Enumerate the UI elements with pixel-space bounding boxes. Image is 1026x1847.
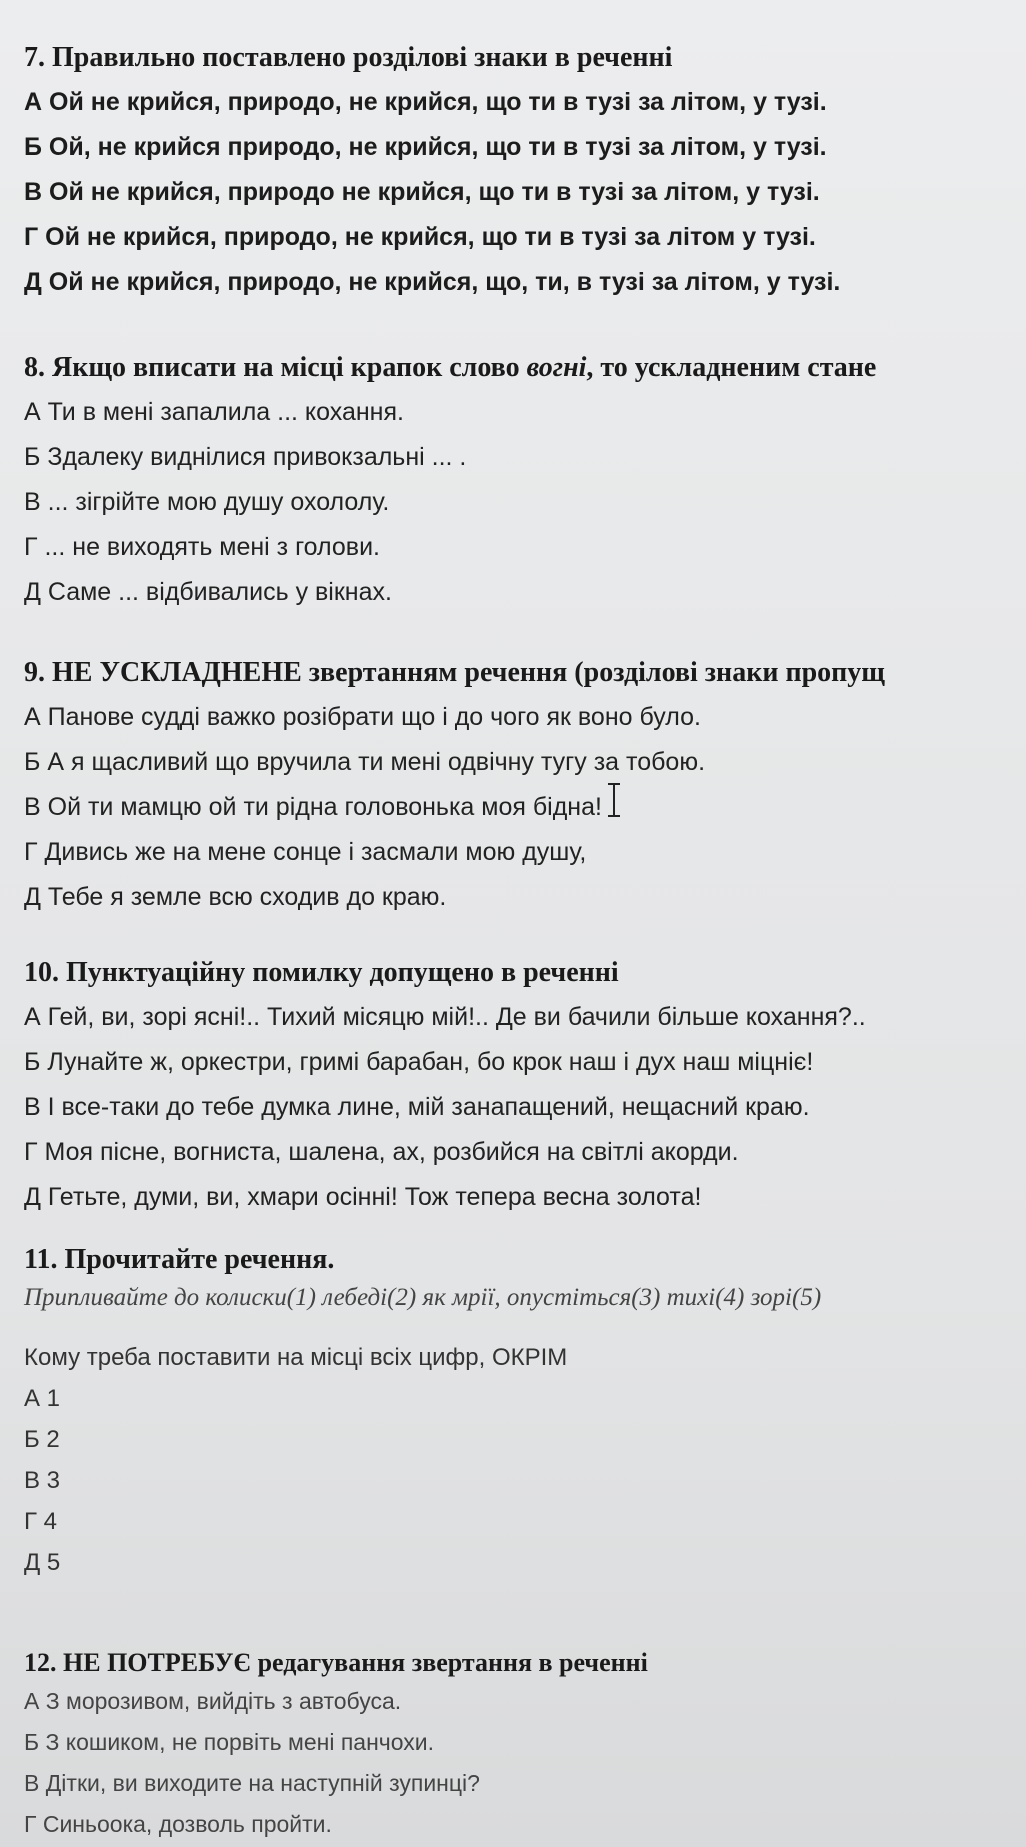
question-10-option-a: А Гей, ви, зорі ясні!.. Тихий місяцю мій!.. Де ви бачили більше кохання?.. <box>24 1003 866 1031</box>
question-9-option-a: А Панове судді важко розібрати що і до чого як воно було. <box>24 703 701 731</box>
question-7-option-e: Д Ой не крийся, природо, не крийся, що, ти, в тузі за літом, у тузі. <box>24 268 841 296</box>
question-11-option-e: Д 5 <box>24 1549 61 1576</box>
question-9-option-d: Г Дивись же на мене сонце і засмали мою душу, <box>24 838 587 866</box>
question-7-option-c: В Ой не крийся, природо не крийся, що ти в тузі за літом, у тузі. <box>24 178 820 206</box>
question-12-option-a: А З морозивом, вийдіть з автобуса. <box>24 1688 402 1714</box>
question-10-option-c: В І все-таки до тебе думка лине, мій занапащений, нещасний краю. <box>24 1093 810 1121</box>
question-10 <box>24 955 1026 1220</box>
question-8-option-d: Г ... не виходять мені з голови. <box>24 533 380 561</box>
question-9-option-c: В Ой ти мамцю ой ти рідна головонька моя бідна! <box>24 793 602 821</box>
question-8 <box>24 350 1026 615</box>
question-12-title: 12. НЕ ПОТРЕБУЄ редагування звертання в реченні <box>24 1648 648 1677</box>
question-7-title: 7. Правильно поставлено розділові знаки в реченні <box>24 42 673 73</box>
question-8-option-a: А Ти в мені запалила ... кохання. <box>24 398 404 426</box>
question-12-option-d: Г Синьоока, дозволь пройти. <box>24 1811 332 1837</box>
question-7-option-b: Б Ой, не крийся природо, не крийся, що ти в тузі за літом, у тузі. <box>24 133 827 161</box>
question-12 <box>24 1645 1026 1845</box>
question-12-option-b: Б З кошиком, не порвіть мені панчохи. <box>24 1729 435 1755</box>
question-11-sentence: Припливайте до колиски(1) лебеді(2) як мрії, опустіться(3) тихі(4) зорі(5) <box>24 1284 822 1311</box>
question-11 <box>24 1242 1026 1583</box>
question-11-option-d: Г 4 <box>24 1508 58 1535</box>
question-9-option-e: Д Тебе я земле всю сходив до краю. <box>24 883 447 911</box>
question-9 <box>24 655 1026 920</box>
question-11-title: 11. Прочитайте речення. <box>24 1244 335 1275</box>
question-10-option-d: Г Моя пісне, вогниста, шалена, ах, розбийся на світлі акорди. <box>24 1138 739 1166</box>
question-8-title-word: вогні <box>526 352 587 383</box>
question-8-option-c: В ... зігрійте мою душу охололу. <box>24 488 390 516</box>
question-9-title: 9. НЕ УСКЛАДНЕНЕ звертанням речення (розділові знаки пропущ <box>24 657 885 688</box>
question-11-prompt: Кому треба поставити на місці всіх цифр, ОКРІМ <box>24 1344 568 1371</box>
question-11-option-b: Б 2 <box>24 1426 60 1453</box>
question-8-title-start: 8. Якщо вписати на місці крапок слово <box>24 352 527 383</box>
question-8-title-end: , то ускладненим стане <box>586 352 877 383</box>
question-8-option-e: Д Саме ... відбивались у вікнах. <box>24 578 392 606</box>
question-10-option-b: Б Лунайте ж, оркестри, гримі барабан, бо крок наш і дух наш міцніє! <box>24 1048 814 1076</box>
question-7-option-a: А Ой не крийся, природо, не крийся, що ти в тузі за літом, у тузі. <box>24 88 827 116</box>
question-7-option-d: Г Ой не крийся, природо, не крийся, що ти в тузі за літом у тузі. <box>24 223 816 251</box>
question-9-option-b: Б А я щасливий що вручила ти мені одвічну тугу за тобою. <box>24 748 706 776</box>
question-11-option-c: В 3 <box>24 1467 61 1494</box>
question-10-title: 10. Пунктуаційну помилку допущено в реченні <box>24 957 619 988</box>
question-12-option-c: В Дітки, ви виходите на наступній зупинці? <box>24 1770 480 1796</box>
question-7 <box>24 40 1026 305</box>
text-cursor-icon <box>613 783 615 817</box>
question-8-title <box>24 350 1026 386</box>
question-11-option-a: А 1 <box>24 1385 61 1412</box>
question-10-option-e: Д Гетьте, думи, ви, хмари осінні! Тож тепера весна золота! <box>24 1183 702 1211</box>
question-8-option-b: Б Здалеку виднілися привокзальні ... . <box>24 443 467 471</box>
